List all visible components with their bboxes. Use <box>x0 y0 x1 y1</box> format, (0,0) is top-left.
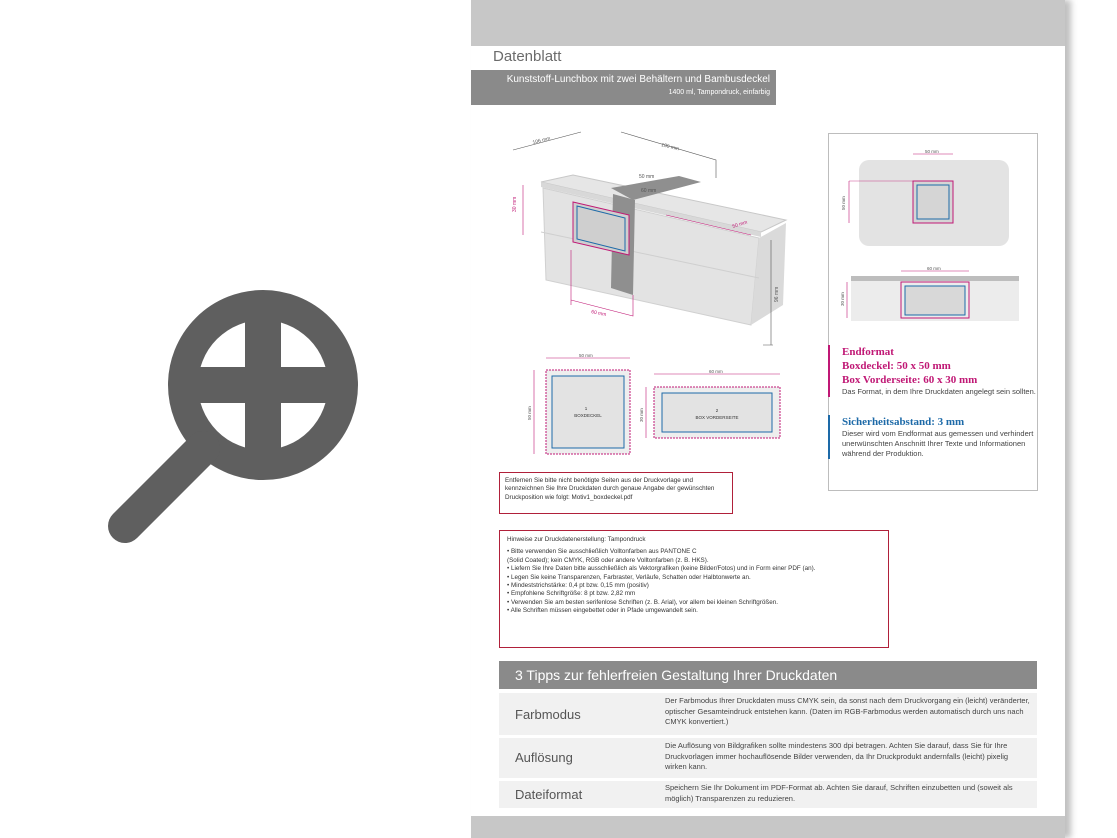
safety-title: Sicherheitsabstand: 3 mm <box>842 416 965 428</box>
side-drawings <box>829 134 1037 334</box>
remove-pages-note: Entfernen Sie bitte nicht benötigte Seiten aus der Druckvorlage und kennzeichnen Sie Ihre Druckdaten durch genaue Angabe der gewünschten Druckposition wie folgt: Motiv1_boxdeckel.pdf <box>499 472 733 514</box>
dim-front: 60 mm <box>590 309 607 319</box>
product-drawing <box>511 120 811 355</box>
hint-item: • Legen Sie keine Transparenzen, Farbraster, Verläufe, Schatten oder Halbtonwerte an. <box>507 573 751 581</box>
product-title: Kunststoff-Lunchbox mit zwei Behältern und Bambusdeckel <box>506 74 770 85</box>
hint-item: • Empfohlene Schriftgröße: 8 pt bzw. 2,82 mm <box>507 590 636 598</box>
side-lid-dim-h: 50 mm <box>841 196 846 210</box>
dim-top: 50 mm <box>639 174 655 180</box>
tip-text: Der Farbmodus Ihrer Druckdaten muss CMYK sein, da sonst nach dem Druckvorgang ein (leicht) veränderter, optischer Gesamteindruck entstehen kann. (Daten im RGB-Farbmodus werden automatisch durch uns nach CMYK konvertiert.) <box>665 696 1030 726</box>
hint-item: • Bitte verwenden Sie ausschließlich Volltonfarben aus PANTONE C <box>507 548 697 556</box>
hint-item: • Mindeststrichstärke: 0,4 pt bzw. 0,15 mm (positiv) <box>507 582 649 590</box>
header-band <box>471 0 1065 46</box>
hint-item: (Solid Coated); kein CMYK, RGB oder andere Volltonfarben (z. B. HKS). <box>507 556 709 564</box>
template2-number: 2 <box>715 408 719 413</box>
tips-title: 3 Tipps zur fehlerfreien Gestaltung Ihrer Druckdaten <box>499 661 1037 689</box>
hint-item: • Alle Schriften müssen eingebettet oder in Pfade umgewandelt sein. <box>507 607 698 615</box>
side-front-dim-w: 60 mm <box>927 266 941 271</box>
side-front-dim-h: 30 mm <box>840 292 845 306</box>
tip-text: Die Auflösung von Bildgrafiken sollte mindestens 300 dpi betragen. Achten Sie darauf, dass Sie für Ihre Druckvorlagen immer hochauflösende Bilder verwenden, da Ihr Druckprodukt andernfalls (leicht) pixelig wirken kann. <box>665 741 1009 771</box>
template2-dim-h: 30 mm <box>639 408 644 422</box>
hint-item: • Liefern Sie Ihre Daten bitte ausschließlich als Vektorgrafiken (keine Bilder/Fotos) und in Form einer PDF (an). <box>507 565 816 573</box>
template2-label: BOX VORDERSEITE <box>695 415 739 420</box>
hints-box <box>499 530 889 648</box>
footer-band <box>471 816 1065 838</box>
dim-width: 180 mm <box>660 142 680 153</box>
dim-depth: 106 mm <box>532 135 552 146</box>
tip-row-aufloesung <box>499 738 1037 778</box>
tip-text: Speichern Sie Ihr Dokument im PDF-Format ab. Achten Sie darauf, Schriften einzubetten und (soweit als möglich) Transparenzen zu reduzieren. <box>665 783 1013 803</box>
tip-label: Farbmodus <box>515 707 581 722</box>
endformat-text: Das Format, in dem Ihre Druckdaten angelegt sein sollten. <box>842 387 1036 396</box>
dim-right: 50 mm <box>731 219 749 230</box>
specs-block <box>828 345 1038 459</box>
subtitle-bar <box>471 70 776 105</box>
hint-item: • Verwenden Sie am besten serifenlose Schriften (z. B. Arial), vor allem bei kleinen Schriftgrößen. <box>507 598 778 606</box>
tip-row-dateiformat <box>499 781 1037 808</box>
zoom-in-icon[interactable] <box>105 270 365 550</box>
dim-side-w: 60 mm <box>641 188 657 194</box>
safety-text: Dieser wird vom Endformat aus gemessen und verhindert unerwünschten Anschnitt Ihrer Texte und Informationen während der Produktion. <box>842 429 1034 458</box>
tip-row-farbmodus <box>499 693 1037 735</box>
template1-number: 1 <box>584 406 588 411</box>
template1-dim-w: 50 mm <box>579 353 593 358</box>
page-title: Datenblatt <box>493 48 562 65</box>
dim-height: 96 mm <box>774 286 780 302</box>
template2-dim-w: 60 mm <box>709 369 723 374</box>
endformat-section <box>828 345 1038 397</box>
tip-label: Auflösung <box>515 750 573 765</box>
tip-label: Dateiformat <box>515 787 583 802</box>
datasheet-page <box>471 0 1065 838</box>
safety-section <box>828 415 1038 459</box>
hints-title: Hinweise zur Druckdatenerstellung: Tampondruck <box>507 536 646 543</box>
product-subtitle: 1400 ml, Tampondruck, einfarbig <box>668 89 770 96</box>
dim-side-h: 30 mm <box>512 196 518 212</box>
endformat-lid: Boxdeckel: 50 x 50 mm <box>842 360 951 372</box>
endformat-title: Endformat <box>842 346 894 358</box>
hints-list <box>507 548 881 615</box>
endformat-front: Box Vorderseite: 60 x 30 mm <box>842 374 978 386</box>
template1-label: BOXDECKEL <box>574 413 602 418</box>
side-lid-dim-w: 50 mm <box>925 149 939 154</box>
print-templates <box>526 350 796 460</box>
template1-dim-h: 50 mm <box>527 406 532 420</box>
